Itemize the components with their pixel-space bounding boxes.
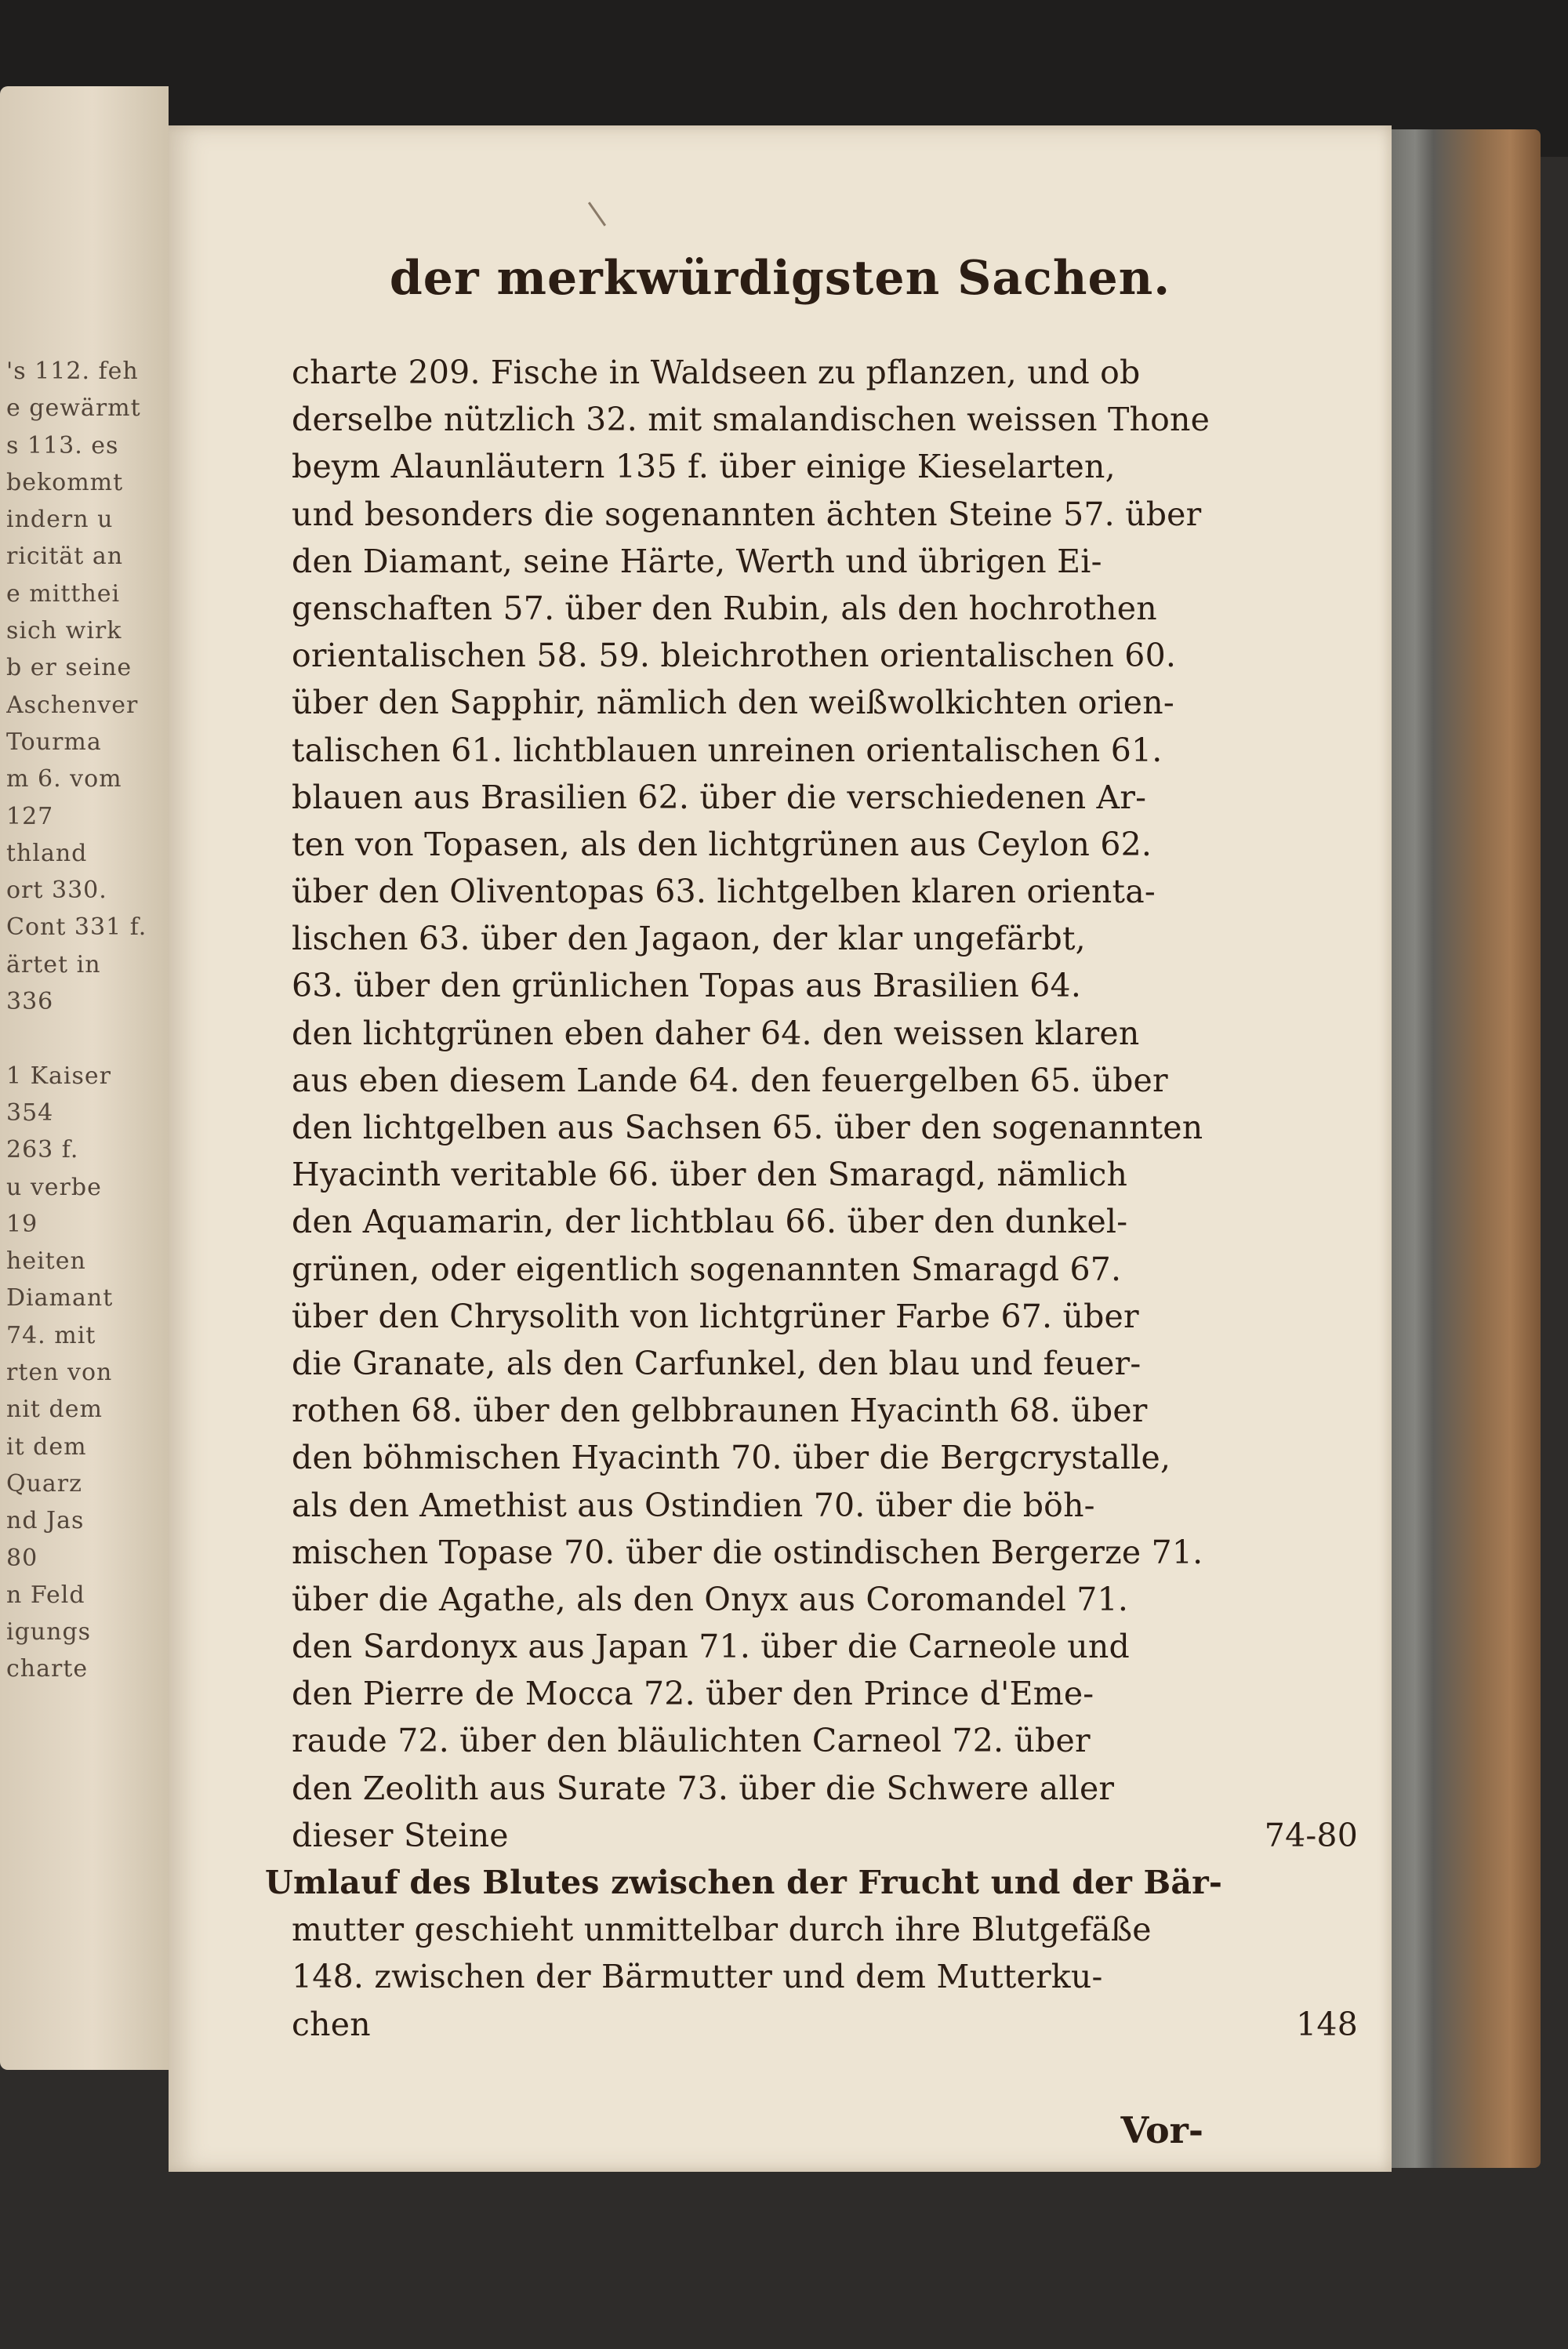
entry-line: über die Agathe, als den Onyx aus Coromandel 71.: [292, 1580, 1129, 1618]
catchword: Vor-: [1120, 2109, 1203, 2151]
left-page-fragment: Diamant: [6, 1284, 114, 1312]
entry-line: genschaften 57. über den Rubin, als den hochrothen: [292, 589, 1157, 627]
page-reference: 148: [1296, 2005, 1358, 2043]
left-page-fragment: 263 f.: [6, 1136, 79, 1164]
ink-mark: [588, 201, 606, 226]
entry-line: den Sardonyx aus Japan 71. über die Carneole und: [292, 1628, 1130, 1666]
entry-line: den lichtgrünen eben daher 64. den weissen klaren: [292, 1014, 1140, 1052]
page-reference: 74-80: [1264, 1816, 1358, 1854]
entry-line: den lichtgelben aus Sachsen 65. über den sogenannten: [292, 1109, 1203, 1146]
left-page-fragment: nd Jas: [6, 1507, 85, 1535]
entry-line: blauen aus Brasilien 62. über die verschiedenen Ar-: [292, 778, 1147, 816]
left-page-fragment: igungs: [6, 1618, 92, 1646]
entry-line: Hyacinth veritable 66. über den Smaragd, nämlich: [292, 1156, 1128, 1194]
entry-line: über den Chrysolith von lichtgrüner Farbe 67. über: [292, 1297, 1139, 1335]
left-page-fragment: s 113. es: [6, 431, 119, 459]
left-page-fragment: 354: [6, 1098, 54, 1127]
entry-line: grünen, oder eigentlich sogenannten Smaragd 67.: [292, 1250, 1122, 1288]
page-header: der merkwürdigsten Sachen.: [389, 251, 1171, 306]
index-entries: [265, 349, 1358, 2048]
entry-line-text: dieser Steine: [292, 1816, 509, 1854]
left-page-fragment: ort 330.: [6, 877, 107, 905]
entry-lines: [292, 349, 1358, 1812]
left-page-fragment: heiten: [6, 1247, 86, 1276]
entry-line: den böhmischen Hyacinth 70. über die Bergcrystalle,: [292, 1439, 1171, 1477]
left-page-fragment: m 6. vom: [6, 765, 122, 793]
entry-line: aus eben diesem Lande 64. den feuergelben 65. über: [292, 1061, 1168, 1099]
entry-line: als den Amethist aus Ostindien 70. über die böh-: [292, 1486, 1095, 1524]
left-page-fragment: 336: [6, 988, 54, 1016]
left-page-fragment: u verbe: [6, 1173, 102, 1201]
entry-line: lischen 63. über den Jagaon, der klar ungefärbt,: [292, 920, 1086, 958]
left-page-fragment: 80: [6, 1544, 38, 1572]
left-page-fragment: 's 112. feh: [6, 358, 139, 385]
left-page-fragment: sich wirk: [6, 617, 122, 645]
left-page-fragment: 127: [6, 802, 54, 830]
entry-line: den Pierre de Mocca 72. über den Prince d'Eme-: [292, 1675, 1094, 1713]
left-page-fragment: thland: [6, 839, 88, 867]
left-page-fragment: indern u: [6, 506, 114, 534]
book-block-edge: [1388, 129, 1541, 2168]
left-page-text-fragments: [6, 353, 163, 1688]
entry-line-text: 148. zwischen der Bärmutter und dem Mutterku-: [292, 1958, 1103, 1996]
left-page-fragment: b er seine: [6, 654, 132, 682]
entry-line: charte 209. Fische in Waldseen zu pflanzen, und ob: [292, 354, 1141, 391]
left-page-fragment: Cont 331 f.: [6, 913, 147, 942]
left-page-fragment: charte: [6, 1655, 89, 1683]
entry-line: talischen 61. lichtblauen unreinen orientalischen 61.: [292, 731, 1163, 769]
entry-line: beym Alaunläutern 135 f. über einige Kieselarten,: [292, 448, 1116, 486]
entry-umlauf-line-1: [265, 1859, 1358, 1906]
left-page-fragment: it dem: [6, 1432, 87, 1461]
entry-line-text: Umlauf des Blutes zwischen der Frucht und der Bär-: [265, 1864, 1223, 1901]
left-page-fragment: n Feld: [6, 1581, 85, 1609]
left-page-fragment: ricität an: [6, 543, 124, 571]
entry-line: ten von Topasen, als den lichtgrünen aus Ceylon 62.: [292, 825, 1152, 863]
left-page-fragment: nit dem: [6, 1396, 103, 1424]
left-page-fragment: Aschenver: [6, 691, 139, 719]
entry-line: über den Sapphir, nämlich den weißwolkichten orien-: [292, 684, 1174, 722]
left-page-fragment: 19: [6, 1210, 38, 1238]
left-page-fragment: ärtet in: [6, 950, 101, 978]
entry-line: den Aquamarin, der lichtblau 66. über den dunkel-: [292, 1203, 1128, 1241]
entry-line: den Diamant, seine Härte, Werth und übrigen Ei-: [292, 542, 1102, 580]
entry-line: derselbe nützlich 32. mit smalandischen weissen Thone: [292, 401, 1210, 439]
left-page-fragment: 1 Kaiser: [6, 1062, 112, 1090]
entry-line-text: chen: [292, 2005, 371, 2043]
entry-line-text: mutter geschieht unmittelbar durch ihre Blutgefäße: [292, 1911, 1152, 1949]
left-page-edge: [0, 86, 169, 2070]
left-page-fragment: bekommt: [6, 468, 124, 496]
entry-line-final: [292, 1812, 1358, 1859]
entry-line: mischen Topase 70. über die ostindischen Bergerze 71.: [292, 1533, 1203, 1571]
entry-line: raude 72. über den bläulichten Carneol 72. über: [292, 1722, 1091, 1760]
left-page-fragment: [6, 1020, 163, 1057]
entry-umlauf-line-2: [292, 1906, 1358, 1953]
entry-umlauf-line-3: [292, 1953, 1358, 2000]
entry-line: über den Oliventopas 63. lichtgelben klaren orienta-: [292, 873, 1156, 911]
entry-line: rothen 68. über den gelbbraunen Hyacinth 68. über: [292, 1392, 1148, 1430]
entry-line: den Zeolith aus Surate 73. über die Schwere aller: [292, 1769, 1115, 1807]
entry-line: orientalischen 58. 59. bleichrothen orientalischen 60.: [292, 637, 1177, 675]
entry-line: die Granate, als den Carfunkel, den blau und feuer-: [292, 1344, 1142, 1382]
left-page-fragment: 74. mit: [6, 1321, 96, 1349]
left-page-fragment: Quarz: [6, 1469, 82, 1498]
left-page-fragment: e mitthei: [6, 579, 121, 608]
right-page: [169, 125, 1392, 2172]
left-page-fragment: Tourma: [6, 728, 102, 756]
entry-line: 63. über den grünlichen Topas aus Brasilien 64.: [292, 967, 1082, 1005]
left-page-fragment: rten von: [6, 1359, 113, 1387]
entry-line: und besonders die sogenannten ächten Steine 57. über: [292, 495, 1202, 533]
left-page-fragment: e gewärmt: [6, 394, 141, 423]
entry-umlauf-line-4: [292, 2001, 1358, 2048]
